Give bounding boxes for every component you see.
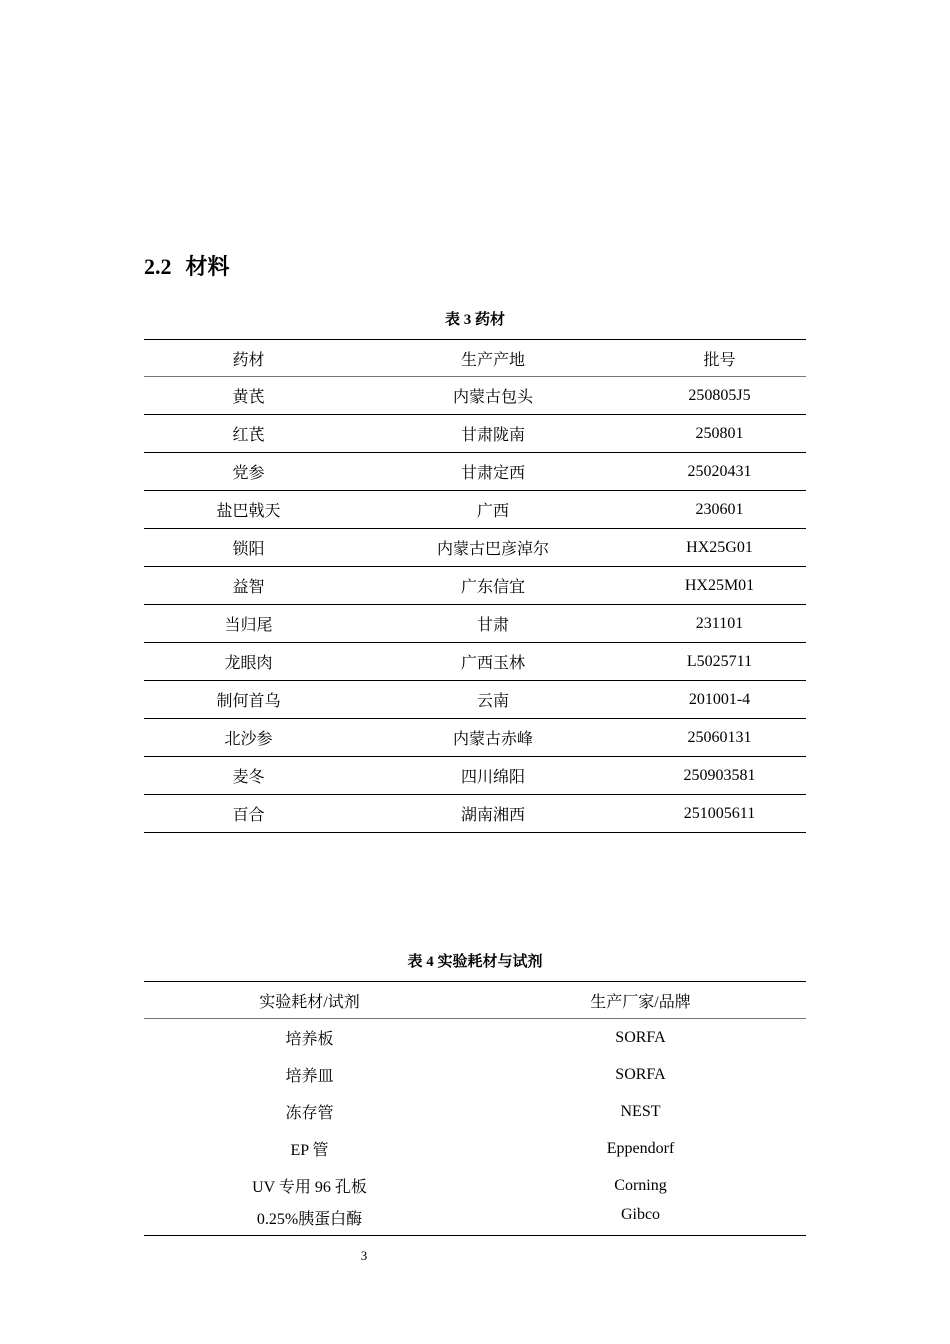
table3-cell-origin: 内蒙古巴彦淖尔 — [353, 529, 633, 567]
table4-cell-item: UV 专用 96 孔板 — [252, 1179, 367, 1196]
table3-cell-origin: 内蒙古赤峰 — [353, 719, 633, 757]
table3-header-origin: 生产产地 — [353, 340, 633, 377]
table3-cell-herb: 黄芪 — [144, 377, 353, 415]
table3-cell-batch: 250801 — [633, 415, 806, 453]
table3-cell-herb: 党参 — [144, 453, 353, 491]
section-title: 材料 — [185, 254, 230, 279]
table3-cell-origin: 湖南湘西 — [353, 795, 633, 833]
table3-row — [144, 377, 806, 415]
table4-header-row — [144, 982, 806, 1019]
table4-row — [144, 1056, 806, 1093]
table3-row — [144, 567, 806, 605]
table4-row — [144, 1167, 806, 1204]
table3-cell-batch: 250903581 — [633, 757, 806, 795]
table3-cell-origin: 广西玉林 — [353, 643, 633, 681]
table3-cell-batch: HX25M01 — [633, 567, 806, 605]
table4-consumables — [144, 981, 806, 1236]
table4-cell-brand: SORFA — [615, 1028, 666, 1046]
table4-cell-brand: Corning — [614, 1176, 667, 1194]
table4-row — [144, 1093, 806, 1130]
table4-cell-brand: Eppendorf — [606, 1139, 675, 1157]
table3-cell-herb: 北沙参 — [144, 719, 353, 757]
table3-cell-herb: 制何首乌 — [144, 681, 353, 719]
table3-cell-herb: 益智 — [144, 567, 353, 605]
table3-header-herb: 药材 — [144, 340, 353, 377]
table3-cell-herb: 百合 — [144, 795, 353, 833]
table4-cell-brand: Gibco — [475, 1204, 806, 1236]
section-heading — [144, 250, 230, 281]
table4-cell-item: 培养皿 — [285, 1068, 334, 1085]
table3-cell-batch: HX25G01 — [633, 529, 806, 567]
section-number: 2.2 — [144, 254, 172, 279]
table4-cell-item: EP 管 — [290, 1142, 329, 1159]
table3-cell-herb: 龙眼肉 — [144, 643, 353, 681]
table3-header-row — [144, 340, 806, 377]
table3-cell-origin: 云南 — [353, 681, 633, 719]
table3-cell-herb: 麦冬 — [144, 757, 353, 795]
table3-cell-origin: 甘肃 — [353, 605, 633, 643]
table4-cell-item: 培养板 — [285, 1031, 334, 1048]
table3-cell-batch: 250805J5 — [633, 377, 806, 415]
table4-row — [144, 1204, 806, 1236]
table3-herbs — [144, 339, 806, 833]
table4-row — [144, 1019, 806, 1057]
table4-cell-brand: NEST — [620, 1102, 661, 1120]
page-number: 3 — [360, 1248, 368, 1263]
table3-cell-herb: 锁阳 — [144, 529, 353, 567]
table3-row — [144, 415, 806, 453]
table3-cell-batch: 251005611 — [633, 795, 806, 833]
table3-row — [144, 453, 806, 491]
table4-cell-item: 冻存管 — [285, 1105, 334, 1122]
table3-row — [144, 605, 806, 643]
table3-cell-origin: 甘肃陇南 — [353, 415, 633, 453]
table3-row — [144, 795, 806, 833]
table3-row — [144, 681, 806, 719]
table3-cell-herb: 红芪 — [144, 415, 353, 453]
table4-cell-item: 0.25%胰蛋白酶 — [144, 1204, 475, 1236]
table3-cell-origin: 四川绵阳 — [353, 757, 633, 795]
table4-header-brand: 生产厂家/品牌 — [475, 982, 806, 1019]
table3-cell-origin: 广东信宜 — [353, 567, 633, 605]
table4-header-item: 实验耗材/试剂 — [144, 982, 475, 1019]
table4-cell-brand: SORFA — [615, 1065, 666, 1083]
table3-cell-origin: 甘肃定西 — [353, 453, 633, 491]
table3-header-batch: 批号 — [633, 340, 806, 377]
table3-cell-batch: L5025711 — [633, 643, 806, 681]
table4-row — [144, 1130, 806, 1167]
table3-row — [144, 529, 806, 567]
table3-cell-batch: 25020431 — [633, 453, 806, 491]
table3-caption: 表 3 药材 — [444, 312, 505, 328]
table3-row — [144, 491, 806, 529]
table3-row — [144, 643, 806, 681]
table3-row — [144, 757, 806, 795]
table3-cell-batch: 231101 — [633, 605, 806, 643]
table4-caption: 表 4 实验耗材与试剂 — [407, 954, 543, 970]
table3-cell-herb: 盐巴戟天 — [144, 491, 353, 529]
table3-cell-batch: 230601 — [633, 491, 806, 529]
table3-cell-batch: 25060131 — [633, 719, 806, 757]
table3-row — [144, 719, 806, 757]
table3-cell-batch: 201001-4 — [633, 681, 806, 719]
table3-cell-herb: 当归尾 — [144, 605, 353, 643]
table3-cell-origin: 广西 — [353, 491, 633, 529]
table3-cell-origin: 内蒙古包头 — [353, 377, 633, 415]
